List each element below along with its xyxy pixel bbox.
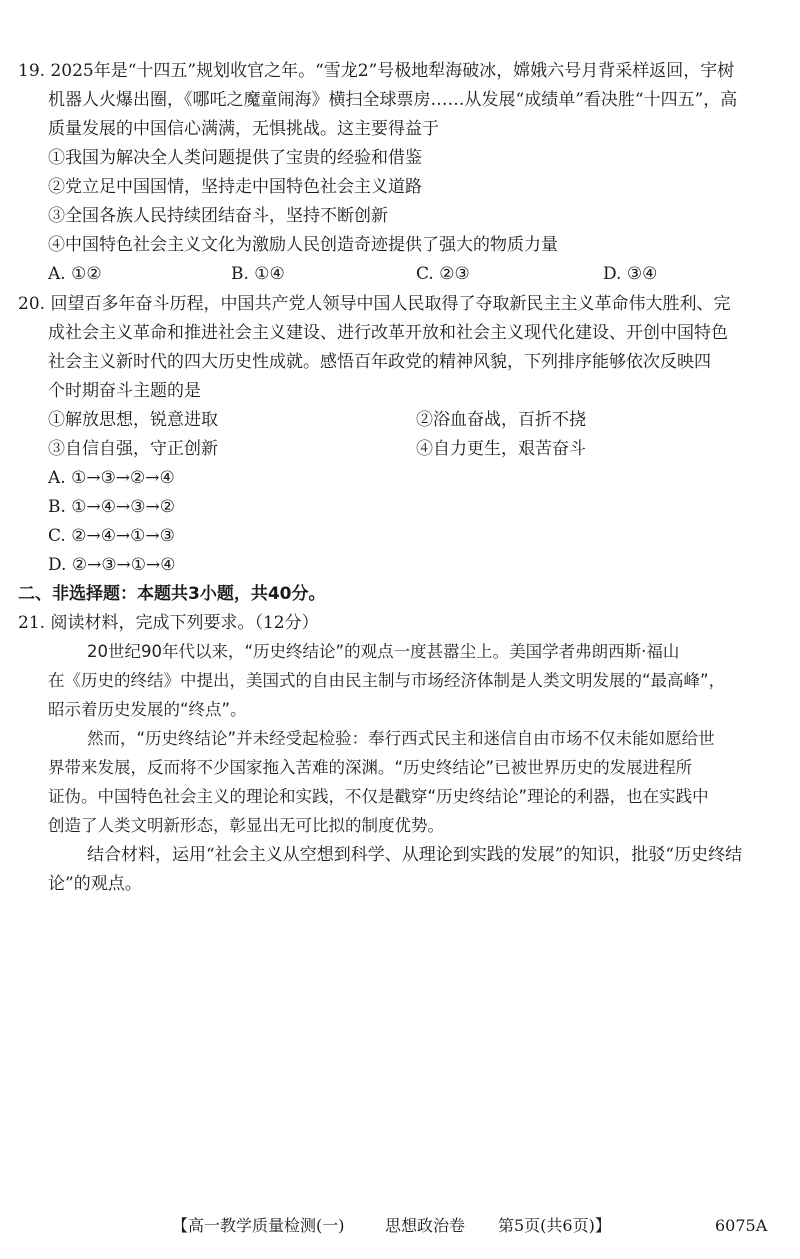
q20-option-d: D. ②→③→①→④: [48, 555, 176, 575]
footer-paper-code: 6075A: [715, 1216, 768, 1235]
section-2-heading: 二、非选择题：本题共3小题，共40分。: [18, 584, 326, 604]
q19-stem-line-1: 19. 2025年是“十四五”规划收官之年。“雪龙2”号极地犁海破冰，嫦娥六号月背采样返回，宇树: [18, 61, 735, 81]
q19-stem-line-3: 质量发展的中国信心满满，无惧挑战。这主要得益于: [48, 119, 439, 139]
q20-stem-line-3: 社会主义新时代的四大历史性成就。感悟百年政党的精神风貌，下列排序能够依次反映四: [48, 352, 711, 372]
q21-material-line-2: 在《历史的终结》中提出，美国式的自由民主制与市场经济体制是人类文明发展的“最高峰”，: [48, 671, 726, 690]
q20-statement-4: ④自力更生，艰苦奋斗: [416, 439, 586, 459]
q20-statement-3: ③自信自强，守正创新: [48, 439, 218, 459]
q19-statement-1: ①我国为解决全人类问题提供了宝贵的经验和借鉴: [48, 148, 422, 168]
q20-stem-line-1: 20. 回望百多年奋斗历程，中国共产党人领导中国人民取得了夺取新民主主义革命伟大胜利、完: [18, 294, 731, 314]
q19-option-c: C. ②③: [416, 264, 470, 284]
q19-option-d: D. ③④: [603, 264, 658, 284]
q21-task-line-2: 论”的观点。: [48, 874, 142, 894]
q19-statement-4: ④中国特色社会主义文化为激励人民创造奇迹提供了强大的物质力量: [48, 235, 558, 255]
q21-stem: 21. 阅读材料，完成下列要求。（12分）: [18, 613, 319, 633]
q20-option-a: A. ①→③→②→④: [48, 468, 175, 488]
q21-material-line-5: 界带来发展，反而将不少国家拖入苦难的深渊。“历史终结论”已被世界历史的发展进程所: [48, 758, 693, 777]
q21-material-line-7: 创造了人类文明新形态，彰显出无可比拟的制度优势。: [48, 816, 444, 835]
footer-subject: 思想政治卷: [385, 1216, 466, 1235]
q20-option-c: C. ②→④→①→③: [48, 526, 175, 546]
q21-material-line-3: 昭示着历史发展的“终点”。: [48, 700, 247, 719]
q21-material-line-1: 20世纪90年代以来，“历史终结论”的观点一度甚嚣尘上。美国学者弗朗西斯·福山: [87, 642, 680, 661]
footer-page-number: 第5页(共6页)】: [498, 1216, 611, 1235]
q19-stem-line-2: 机器人火爆出圈，《哪吒之魔童闹海》横扫全球票房……从发展“成绩单”看决胜“十四五”，高: [48, 90, 738, 110]
q21-material-line-4: 然而，“历史终结论”并未经受起检验：奉行西式民主和迷信自由市场不仅未能如愿给世: [87, 729, 715, 748]
footer-exam-name: 【高一教学质量检测(一): [172, 1216, 345, 1235]
q21-task-line-1: 结合材料，运用“社会主义从空想到科学、从理论到实践的发展”的知识，批驳“历史终结: [87, 845, 743, 865]
q20-statement-2: ②浴血奋战，百折不挠: [416, 410, 586, 430]
q20-option-b: B. ①→④→③→②: [48, 497, 175, 517]
q19-option-a: A. ①②: [48, 264, 102, 284]
q19-option-b: B. ①④: [231, 264, 285, 284]
q20-stem-line-2: 成社会主义革命和推进社会主义建设、进行改革开放和社会主义现代化建设、开创中国特色: [48, 323, 728, 343]
q21-material-line-6: 证伪。中国特色社会主义的理论和实践，不仅是戳穿“历史终结论”理论的利器，也在实践中: [48, 787, 709, 806]
q20-statement-1: ①解放思想，锐意进取: [48, 410, 218, 430]
q19-statement-2: ②党立足中国国情，坚持走中国特色社会主义道路: [48, 177, 422, 197]
q20-stem-line-4: 个时期奋斗主题的是: [48, 381, 201, 401]
q19-statement-3: ③全国各族人民持续团结奋斗，坚持不断创新: [48, 206, 388, 226]
